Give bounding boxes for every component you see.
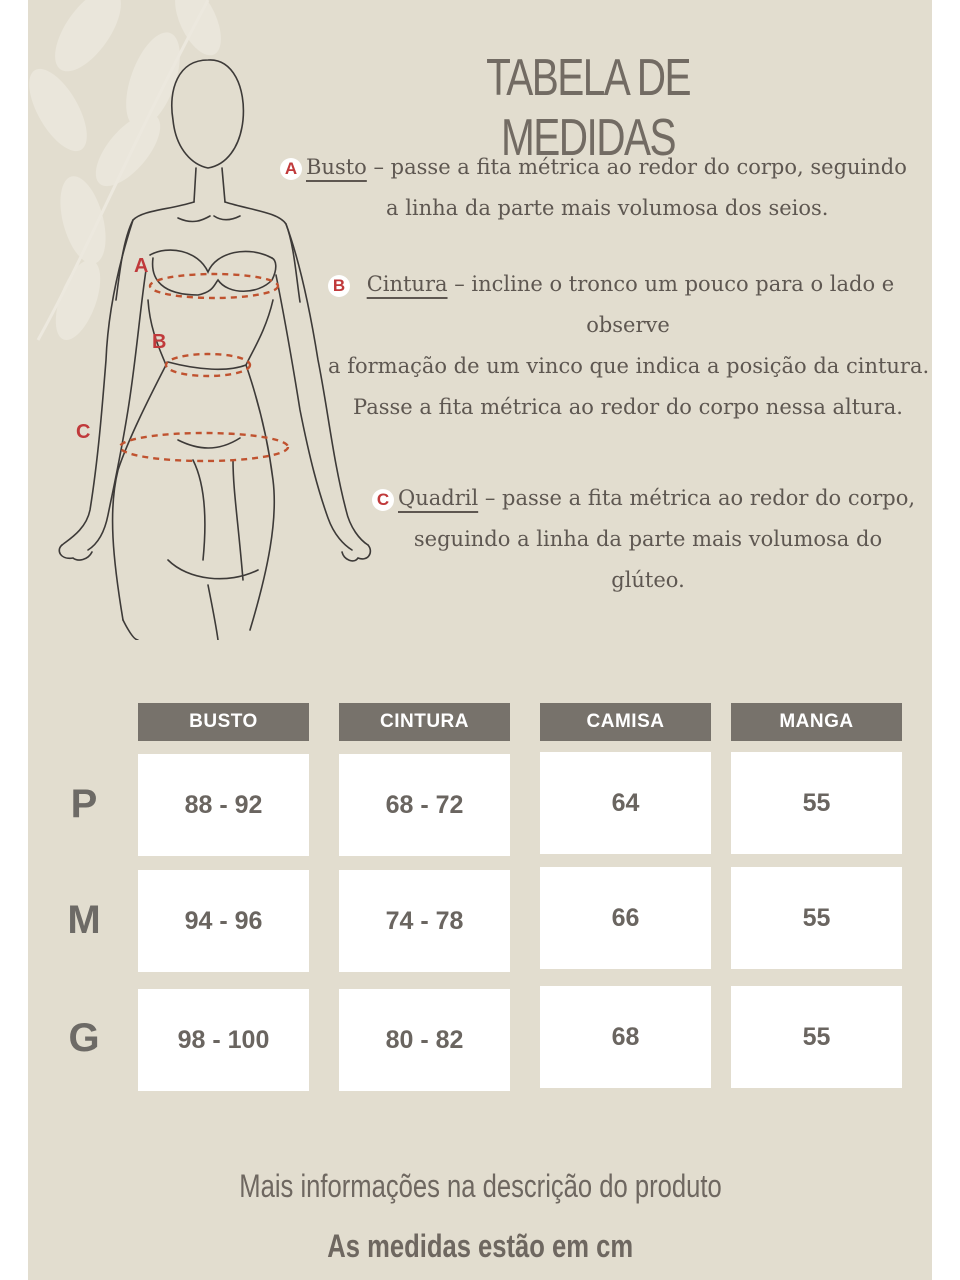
term-quadril: Quadril [398,486,479,510]
term-busto: Busto [306,155,367,179]
footer-units-text: As medidas estão em cm [327,1228,633,1264]
quadril-line-3: glúteo. [611,568,685,592]
figure-marker-a: A [134,255,149,277]
busto-line-2: a linha da parte mais volumosa dos seios. [386,196,829,220]
cintura-line-1: – incline o tronco um pouco para o lado e [447,272,895,296]
header-cintura: CINTURA [339,703,510,741]
measurement-busto [280,147,920,229]
page-title: TABELA DE MEDIDAS [486,49,690,167]
table-cell: 88 - 92 [138,754,309,856]
footer-info-text: Mais informações na descrição do produto [238,1168,722,1204]
table-cell: 68 [540,986,711,1088]
cintura-line-3: a formação de um vinco que indica a posição da cintura. [328,354,930,378]
busto-line-1: – passe a fita métrica ao redor do corpo, seguindo [366,155,907,179]
table-cell: 55 [731,752,902,854]
cintura-line-2: observe [586,313,670,337]
table-cell: 66 [540,867,711,969]
header-busto: BUSTO [138,703,309,741]
footer-units [28,1228,932,1265]
size-chart-page [28,0,932,1280]
table-cell: 64 [540,752,711,854]
table-cell: 94 - 96 [138,870,309,972]
cintura-line-4: Passe a fita métrica ao redor do corpo nessa altura. [353,395,903,419]
figure-marker-c: C [76,421,91,443]
measurement-quadril [372,478,924,601]
badge-letter-a: A [280,158,302,180]
table-cell: 74 - 78 [339,870,510,972]
quadril-line-1: – passe a fita métrica ao redor do corpo, [478,486,916,510]
term-cintura: Cintura [366,272,448,296]
footer-info [28,1168,932,1205]
table-cell: 80 - 82 [339,989,510,1091]
badge-letter-c: C [372,489,394,511]
header-manga: MANGA [731,703,902,741]
table-cell: 68 - 72 [339,754,510,856]
size-label-m: M [67,898,101,942]
quadril-line-2: seguindo a linha da parte mais volumosa do [413,527,883,551]
badge-letter-b: B [328,275,350,297]
table-cell: 55 [731,867,902,969]
figure-marker-b: B [152,331,167,353]
table-cell: 98 - 100 [138,989,309,1091]
size-label-p: P [70,782,98,826]
header-camisa: CAMISA [540,703,711,741]
size-label-g: G [68,1016,100,1060]
table-cell: 55 [731,986,902,1088]
measurement-cintura [328,264,928,428]
